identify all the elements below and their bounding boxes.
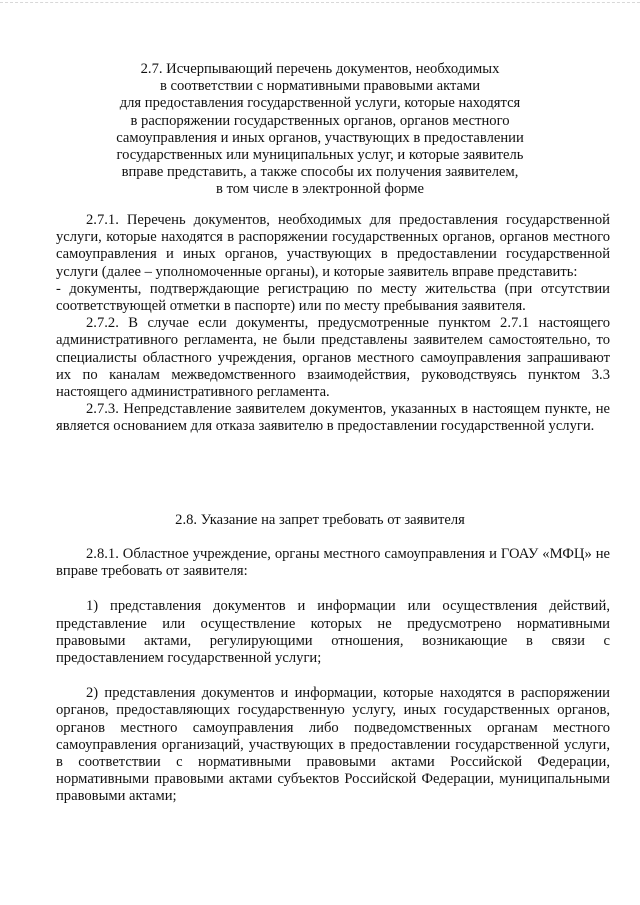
heading-line: 2.8. Указание на запрет требовать от заявителя — [175, 512, 465, 528]
heading-line: для предоставления государственной услуги, которые находятся — [119, 95, 521, 112]
paragraph-2-7-1: 2.7.1. Перечень документов, необходимых для предоставления государственной услуги, которые находятся в распоряжении государственных органов, органов местного самоуправления и иных органов, участвующих в предоставлении государственной услуги (далее – уполномоченные органы), и которые заявитель вправе представить: — [56, 212, 610, 280]
heading-line: вправе представить, а также способы их получения заявителем, — [121, 164, 519, 181]
heading-line: в распоряжении государственных органов, органов местного — [130, 112, 510, 129]
paragraph-2-7-3: 2.7.3. Непредставление заявителем документов, указанных в настоящем пункте, не является основанием для отказа заявителю в предоставлении государственной услуги. — [56, 401, 610, 435]
list-item-1: 1) представления документов и информации или осуществления действий, представление или осуществление которых не предусмотрено нормативными правовыми актами, регулирующими отношения, возникающие в связи с предоставлением государственной услуги; — [56, 598, 610, 667]
paragraph-2-7-1-dash-item: - документы, подтверждающие регистрацию по месту жительства (при отсутствии соответствующей отметки в паспорте) или по месту пребывания заявителя. — [56, 280, 610, 315]
heading-line: государственных или муниципальных услуг, и которые заявитель — [116, 147, 524, 164]
heading-line: в том числе в электронной форме — [216, 181, 424, 198]
section-2-7-heading — [100, 61, 540, 199]
paragraph-2-7-2: 2.7.2. В случае если документы, предусмотренные пунктом 2.7.1 настоящего административного регламента, не были представлены заявителем самостоятельно, то специалисты областного учреждения, органов местного самоуправления запрашивают их по каналам межведомственного взаимодействия, руководствуясь пунктом 3.3 настоящего административного регламента. — [56, 315, 610, 401]
section-2-7-body — [56, 212, 610, 436]
heading-line: 2.7. Исчерпывающий перечень документов, необходимых — [140, 61, 500, 77]
section-2-8-heading — [100, 512, 540, 529]
scan-edge-artifact — [0, 0, 640, 3]
list-item-2: 2) представления документов и информации, которые находятся в распоряжении органов, предоставляющих государственную услугу, иных государственных органов, органов местного самоуправления либо подведомственных органам местного самоуправления организаций, участвующих в предоставлении государственной услуги, в соответствии с нормативными правовыми актами Российской Федерации, нормативными правовыми актами субъектов Российской Федерации, муниципальными правовыми актами; — [56, 685, 610, 805]
heading-line: самоуправления и иных органов, участвующих в предоставлении — [116, 129, 524, 146]
paragraph-2-8-1: 2.8.1. Областное учреждение, органы местного самоуправления и ГОАУ «МФЦ» не вправе требовать от заявителя: — [56, 546, 610, 580]
section-2-8-body — [56, 546, 610, 806]
heading-line: в соответствии с нормативными правовыми актами — [159, 78, 481, 95]
